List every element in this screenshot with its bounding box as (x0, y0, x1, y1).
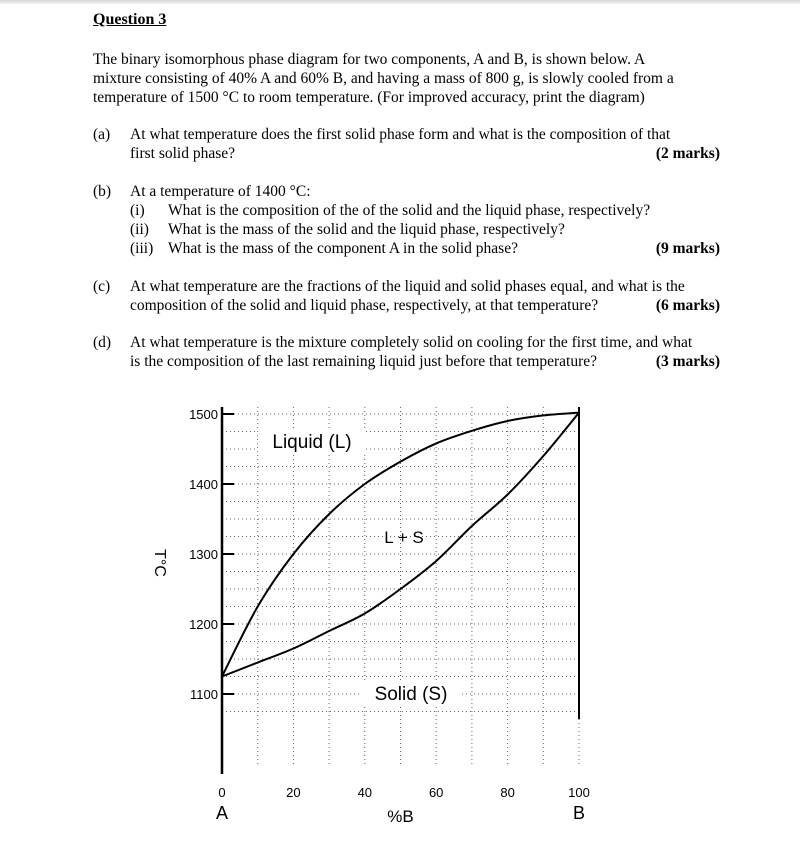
y-tick-label: 1100 (190, 687, 218, 702)
phase-diagram-svg (130, 395, 610, 840)
y-axis-label: T°C (151, 549, 168, 577)
sub-number: (iii) (130, 240, 154, 257)
part-a-line: At what temperature does the first solid phase form and what is the composition of that (130, 126, 671, 143)
part-a-marks: (2 marks) (655, 145, 720, 162)
intro-line: temperature of 1500 °C to room temperature. (For improved accuracy, print the diagram) (93, 89, 645, 106)
solid-region-label: Solid (S) (374, 684, 448, 705)
x-end-label-left: A (215, 803, 229, 823)
two-phase-region-label: L + S (384, 528, 424, 547)
intro-line: The binary isomorphous phase diagram for two components, A and B, is shown below. A (93, 51, 646, 68)
y-tick-label: 1500 (189, 407, 218, 422)
part-a-line: first solid phase? (130, 145, 236, 162)
y-tick-label: 1400 (189, 477, 218, 492)
sub-number: (i) (130, 202, 145, 219)
liquid-region-label: Liquid (L) (272, 432, 352, 453)
phase-diagram (130, 395, 610, 840)
part-b-sub-item (130, 239, 720, 258)
sub-text: What is the composition of the of the solid and the liquid phase, respectively? (168, 202, 651, 219)
question-title: Question 3 (93, 11, 167, 28)
sub-text: What is the mass of the component A in the solid phase? (168, 240, 518, 257)
part-b-body (130, 182, 720, 258)
part-a-line-row (130, 144, 720, 163)
page-top-border (0, 0, 800, 4)
x-tick-label: 20 (286, 785, 301, 800)
diagram-labels (258, 430, 462, 706)
part-a-label: (a) (93, 126, 111, 143)
axes (151, 407, 590, 826)
part-b-intro: At a temperature of 1400 °C: (130, 183, 311, 200)
sub-number: (ii) (130, 221, 149, 238)
part-d-marks: (3 marks) (655, 353, 720, 370)
y-tick-label: 1300 (189, 547, 218, 562)
part-b-label: (b) (93, 183, 112, 200)
part-c-line: At what temperature are the fractions of the liquid and solid phases equal, and what is the (130, 278, 685, 295)
part-c-line-row (130, 296, 720, 315)
part-c-line: composition of the solid and liquid phase, respectively, at that temperature? (130, 297, 599, 314)
x-axis-label: %B (387, 807, 414, 826)
part-c-label: (c) (93, 278, 111, 295)
x-tick-label: 40 (357, 785, 373, 800)
x-end-label-right: B (572, 803, 586, 823)
part-a-body (130, 125, 720, 163)
part-b-sub-item (130, 220, 720, 239)
x-tick-label: 100 (568, 785, 590, 800)
part-c-marks: (6 marks) (655, 297, 720, 314)
part-c-body (130, 277, 720, 315)
part-b-sub-item (130, 201, 720, 220)
part-d-line-row (130, 352, 720, 371)
sub-text: What is the mass of the solid and the liquid phase, respectively? (168, 221, 565, 238)
y-tick-label: 1200 (189, 617, 218, 632)
part-d-line: is the composition of the last remaining liquid just before that temperature? (130, 353, 598, 370)
x-tick-label: 0 (218, 785, 226, 800)
intro-line: mixture consisting of 40% A and 60% B, and having a mass of 800 g, is slowly cooled from a (93, 70, 674, 87)
part-d-line: At what temperature is the mixture completely solid on cooling for the first time, and what (130, 334, 693, 351)
part-d-label: (d) (93, 334, 112, 351)
question-intro (93, 50, 733, 107)
x-tick-label: 60 (428, 785, 444, 800)
part-b-marks: (9 marks) (655, 240, 720, 257)
part-d-body (130, 333, 720, 371)
x-tick-label: 80 (500, 785, 515, 800)
